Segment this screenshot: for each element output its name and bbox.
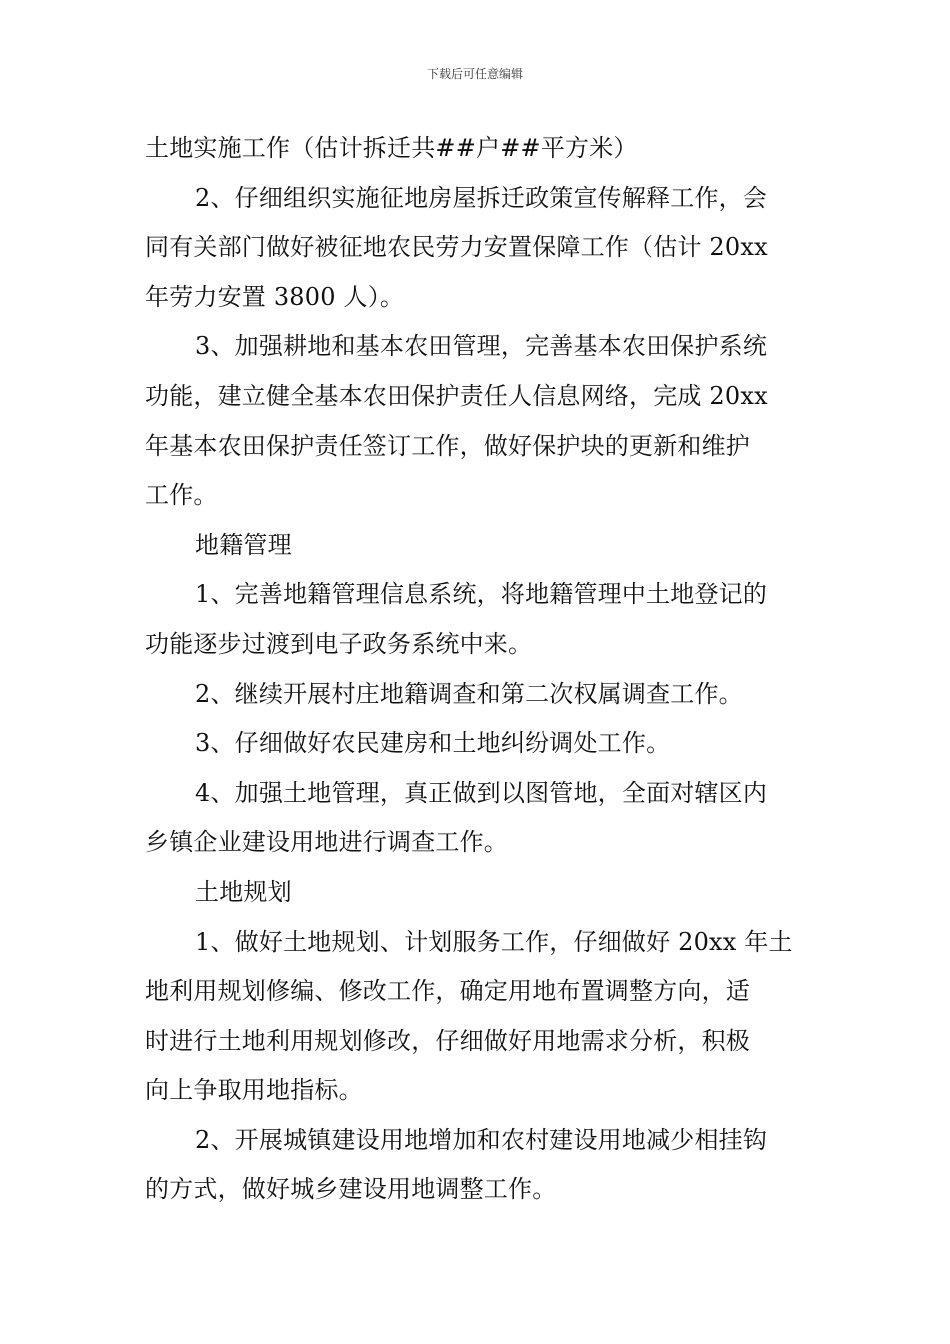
text-line: 地利用规划修编、修改工作，确定用地布置调整方向，适	[145, 977, 750, 1006]
text-line: 年劳力安置 3800 人）。	[145, 282, 405, 311]
text-line: 4、加强土地管理，真正做到以图管地，全面对辖区内	[195, 778, 768, 807]
text-line: 3、仔细做好农民建房和土地纠纷调处工作。	[195, 729, 671, 758]
text-line: 乡镇企业建设用地进行调查工作。	[145, 828, 508, 857]
page-header: 下载后可任意编辑	[426, 67, 523, 81]
text-line: 的方式，做好城乡建设用地调整工作。	[145, 1175, 557, 1204]
text-line: 年基本农田保护责任签订工作，做好保护块的更新和维护	[145, 431, 750, 460]
text-line: 2、开展城镇建设用地增加和农村建设用地减少相挂钩	[195, 1125, 768, 1154]
text-line: 功能逐步过渡到电子政务系统中来。	[145, 629, 533, 658]
text-line: 工作。	[145, 481, 218, 510]
text-line: 时进行土地利用规划修改，仔细做好用地需求分析，积极	[145, 1026, 750, 1055]
text-line: 1、完善地籍管理信息系统，将地籍管理中土地登记的	[195, 580, 768, 609]
text-line: 3、加强耕地和基本农田管理，完善基本农田保护系统	[195, 332, 768, 361]
text-line: 土地规划	[195, 877, 292, 906]
text-line: 向上争取用地指标。	[145, 1076, 363, 1105]
text-line: 功能，建立健全基本农田保护责任人信息网络，完成 20xx	[145, 381, 768, 410]
text-line: 地籍管理	[195, 530, 292, 559]
text-line: 2、仔细组织实施征地房屋拆迁政策宣传解释工作，会	[195, 183, 768, 212]
text-line: 1、做好土地规划、计划服务工作，仔细做好 20xx 年土	[195, 927, 793, 956]
text-line: 土地实施工作（估计拆迁共##户##平方米）	[145, 134, 638, 162]
text-line: 2、继续开展村庄地籍调查和第二次权属调查工作。	[195, 679, 743, 708]
document-body	[145, 124, 810, 1215]
text-line: 同有关部门做好被征地农民劳力安置保障工作（估计 20xx	[145, 233, 768, 262]
